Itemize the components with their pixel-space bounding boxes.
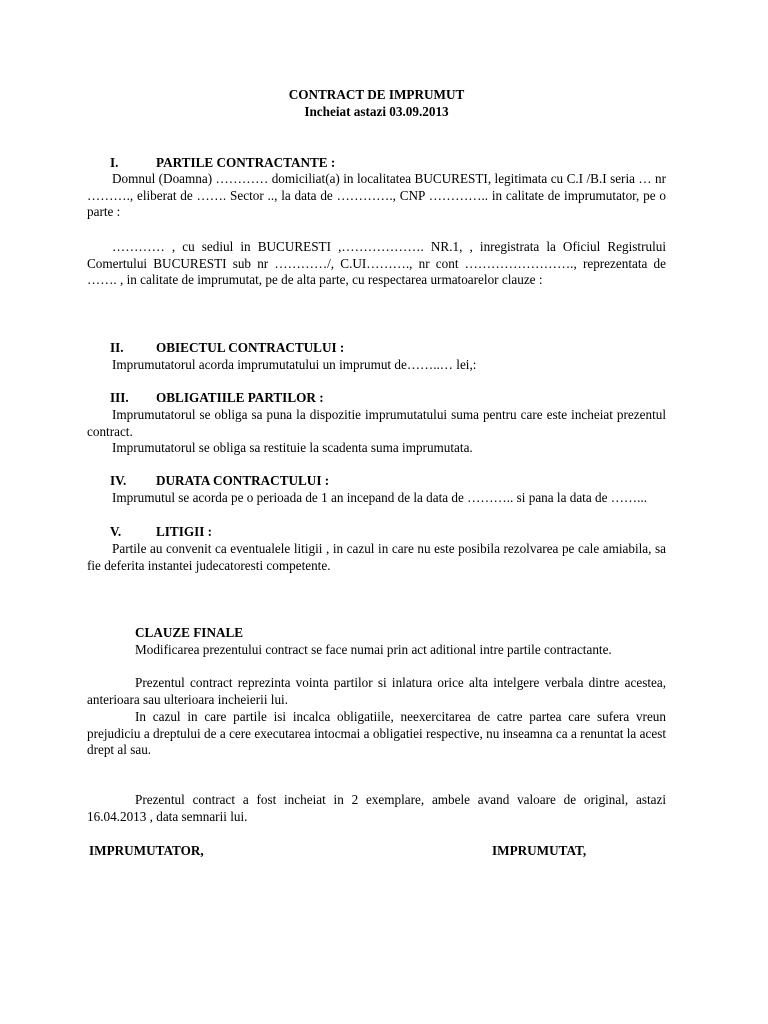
final-clause-1: Modificarea prezentului contract se face numai prin act aditional intre partile contractante.	[135, 642, 612, 657]
section-title: PARTILE CONTRACTANTE :	[156, 155, 336, 170]
closing-paragraph: Prezentul contract a fost incheiat in 2 exemplare, ambele avand valoare de original, astazi 16.04.2013 , data semnarii lui.	[87, 792, 666, 824]
final-clause-3: In cazul in care partile isi incalca obligatiile, neexercitarea de catre partea care sufera vreun prejudiciu a dreptului de a cere executarea intocmai a obligatiei respective, nu inseamna ca a renuntat la acest drept al sau.	[87, 709, 666, 758]
section-number: V.	[110, 524, 122, 539]
final-clause-2: Prezentul contract reprezinta vointa partilor si inlatura orice alta intelgere verbala dintre acestea, anterioara sau ulterioara incheierii lui.	[87, 675, 666, 707]
section-title: DURATA CONTRACTULUI :	[156, 473, 330, 488]
section-number: I.	[110, 155, 119, 170]
section-title: LITIGII :	[156, 524, 213, 539]
section-2-paragraph-1: Imprumutatorul acorda imprumutatului un imprumut de……..… lei,:	[112, 357, 477, 372]
section-1-paragraph-2: ………… , cu sediul in BUCURESTI ,………………. NR.1, , inregistrata la Oficiul Registrului Comertului BUCURESTI sub nr …………/, C.UI………., nr cont ……………………., reprezentata de ……. , in calitate de imprumutat, pe de alta parte, cu respectarea urmatoarelor clauze :	[87, 239, 666, 288]
section-1-paragraph-1: Domnul (Doamna) ………… domiciliat(a) in localitatea BUCURESTI, legitimata cu C.I /B.I seria … nr ………., eliberat de ……. Sector .., la data de …………., CNP ………….. in calitate de imprumutator, pe o parte :	[87, 171, 666, 220]
section-number: II.	[110, 340, 124, 355]
section-5-paragraph-1: Partile au convenit ca eventualele litigii , in cazul in care nu este posibila rezolvarea pe cale amiabila, sa fie deferita instantei judecatoresti competente.	[87, 541, 666, 573]
borrower-signature-label: IMPRUMUTAT,	[492, 843, 587, 858]
section-4-paragraph-1: Imprumutul se acorda pe o perioada de 1 an incepand de la data de ……….. si pana la data de ……...	[112, 490, 648, 505]
document-subtitle: Incheiat astazi 03.09.2013	[304, 103, 449, 119]
final-clauses-title: CLAUZE FINALE	[135, 625, 244, 640]
section-number: III.	[110, 390, 129, 405]
lender-signature-label: IMPRUMUTATOR,	[89, 843, 204, 858]
document-title: CONTRACT DE IMPRUMUT	[288, 87, 465, 102]
section-3-paragraph-2: Imprumutatorul se obliga sa restituie la scadenta suma imprumutata.	[112, 440, 473, 455]
section-3-paragraph-1: Imprumutatorul se obliga sa puna la dispozitie imprumutatului suma pentru care este incheiat prezentul contract.	[87, 407, 666, 439]
section-number: IV.	[110, 473, 127, 488]
section-title: OBIECTUL CONTRACTULUI :	[156, 340, 345, 355]
document-header	[87, 87, 666, 120]
section-title: OBLIGATIILE PARTILOR :	[156, 390, 324, 405]
